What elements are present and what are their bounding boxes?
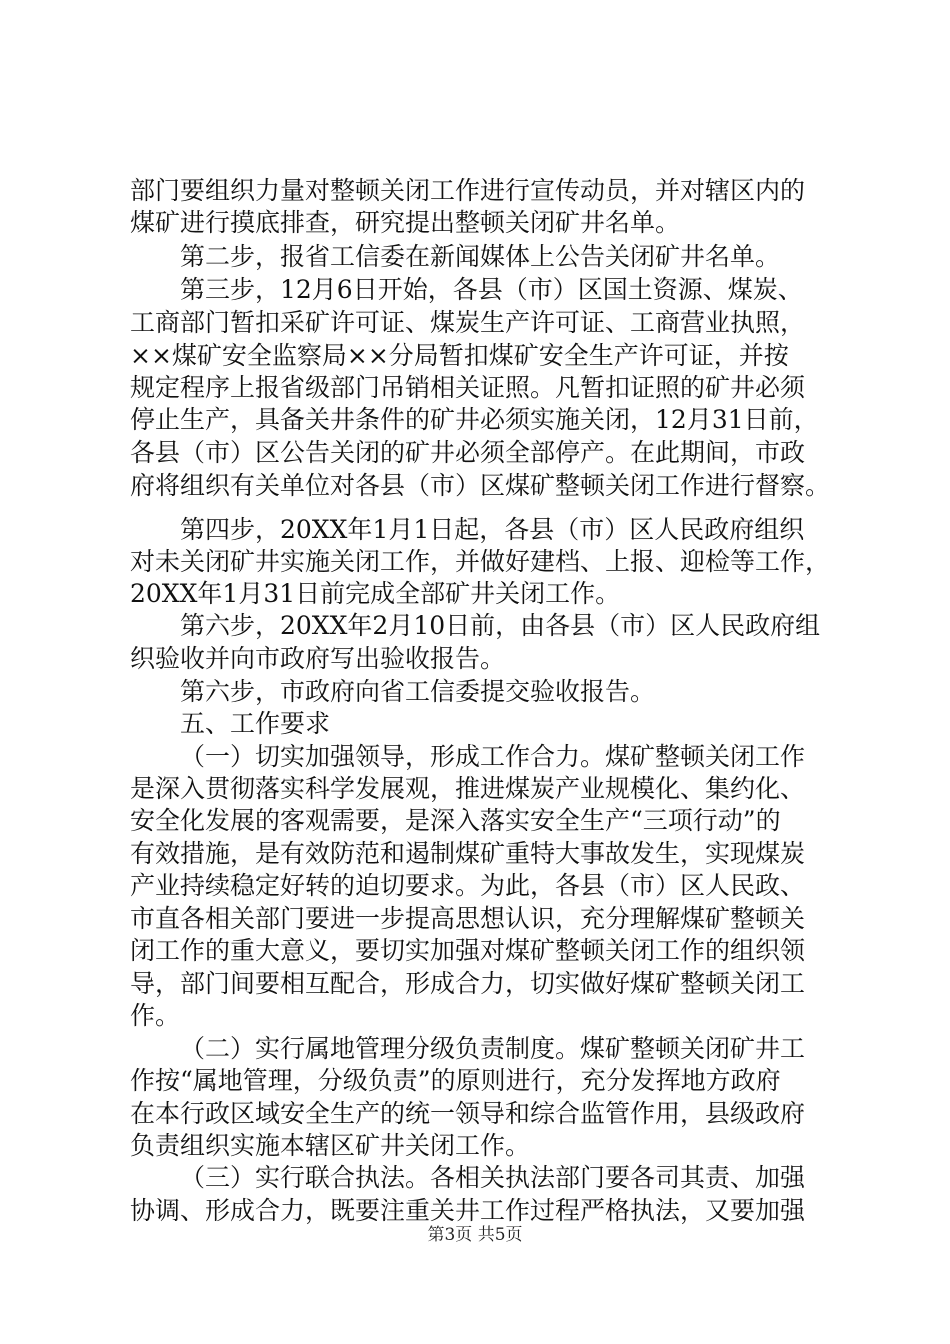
paragraph-line: 协调、形成合力，既要注重关井工作过程严格执法，又要加强 <box>130 1196 806 1225</box>
paragraph-line: 各县（市）区公告关闭的矿井必须全部停产。在此期间，市政 <box>130 438 806 467</box>
paragraph-line: 产业持续稳定好转的迫切要求。为此，各县（市）区人民政、 <box>130 871 806 900</box>
section-heading: 五、工作要求 <box>180 709 331 738</box>
paragraph-line: 第三步，12月6日开始，各县（市）区国土资源、煤炭、 <box>180 275 803 304</box>
paragraph-line: 织验收并向市政府写出验收报告。 <box>130 644 506 673</box>
paragraph-line: （三）实行联合执法。各相关执法部门要各司其责、加强 <box>180 1163 806 1192</box>
paragraph-line: ××煤矿安全监察局××分局暂扣煤矿安全生产许可证，并按 <box>130 341 789 370</box>
paragraph-line: 对未关闭矿井实施关闭工作，并做好建档、上报、迎检等工作， <box>130 547 831 576</box>
paragraph-line: 停止生产，具备关井条件的矿井必须实施关闭，12月31日前， <box>130 405 819 434</box>
paragraph-line: 部门要组织力量对整顿关闭工作进行宣传动员，并对辖区内的 <box>130 176 806 205</box>
paragraph-line: 第二步，报省工信委在新闻媒体上公告关闭矿井名单。 <box>180 242 781 271</box>
paragraph-line: 导，部门间要相互配合，形成合力，切实做好煤矿整顿关闭工 <box>130 969 806 998</box>
paragraph-line: 市直各相关部门要进一步提高思想认识，充分理解煤矿整顿关 <box>130 904 806 933</box>
paragraph-line: （一）切实加强领导，形成工作合力。煤矿整顿关闭工作 <box>180 742 806 771</box>
paragraph-line: 作。 <box>130 1001 181 1030</box>
paragraph-line: 闭工作的重大意义，要切实加强对煤矿整顿关闭工作的组织领 <box>130 936 806 965</box>
paragraph-line: 负责组织实施本辖区矿井关闭工作。 <box>130 1131 531 1160</box>
paragraph-line: 第六步，20XX年2月10日前，由各县（市）区人民政府组 <box>180 611 821 640</box>
paragraph-line: 作按“属地管理，分级负责”的原则进行，充分发挥地方政府 <box>130 1066 781 1095</box>
paragraph-line: 煤矿进行摸底排查，研究提出整顿关闭矿井名单。 <box>130 208 681 237</box>
paragraph-line: 第六步，市政府向省工信委提交验收报告。 <box>180 677 656 706</box>
paragraph-line: 20XX年1月31日前完成全部矿井关闭工作。 <box>130 579 621 608</box>
paragraph-line: 规定程序上报省级部门吊销相关证照。凡暂扣证照的矿井必须 <box>130 373 806 402</box>
paragraph-line: 有效措施，是有效防范和遏制煤矿重特大事故发生，实现煤炭 <box>130 839 806 868</box>
paragraph-line: 在本行政区域安全生产的统一领导和综合监管作用，县级政府 <box>130 1099 806 1128</box>
page-number-footer: 第3页 共5页 <box>427 1225 523 1245</box>
paragraph-line: 是深入贯彻落实科学发展观，推进煤炭产业规模化、集约化、 <box>130 774 806 803</box>
paragraph-line: 府将组织有关单位对各县（市）区煤矿整顿关闭工作进行督察。 <box>130 471 831 500</box>
paragraph-line: 工商部门暂扣采矿许可证、煤炭生产许可证、工商营业执照， <box>130 308 806 337</box>
paragraph-line: （二）实行属地管理分级负责制度。煤矿整顿关闭矿井工 <box>180 1034 806 1063</box>
paragraph-line: 第四步，20XX年1月1日起，各县（市）区人民政府组织 <box>180 515 805 544</box>
paragraph-line: 安全化发展的客观需要，是深入落实安全生产“三项行动”的 <box>130 806 781 835</box>
